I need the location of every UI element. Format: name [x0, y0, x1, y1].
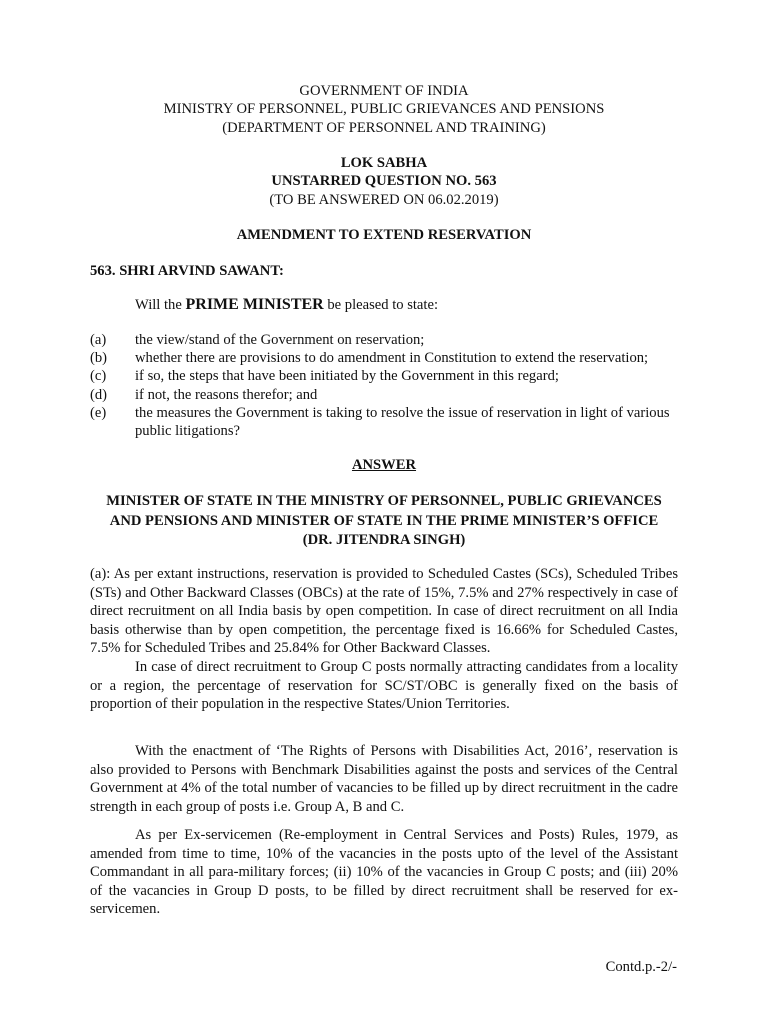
question-text: the measures the Government is taking to resolve the issue of reservation in light of various public litigations?	[135, 404, 670, 440]
intro-suffix: be pleased to state:	[323, 297, 438, 313]
intro-prime-minister: PRIME MINISTER	[185, 296, 324, 313]
question-marker: (a)	[90, 332, 107, 348]
question-item	[90, 349, 690, 367]
question-item	[90, 386, 690, 404]
answer-date: (TO BE ANSWERED ON 06.02.2019)	[269, 191, 499, 208]
minister-block	[0, 492, 768, 551]
question-number: UNSTARRED QUESTION NO. 563	[271, 173, 497, 190]
answer-paragraph: With the enactment of ‘The Rights of Persons with Disabilities Act, 2016’, reservation is also provided to Persons with Benchmark Disabilities against the posts and services of the Central Government at 4% of the total number of vacancies to be filled up by direct recruitment in the cadre strength in each group of posts i.e. Group A, B and C.	[90, 743, 678, 815]
minister-title-line1: MINISTER OF STATE IN THE MINISTRY OF PERSONNEL, PUBLIC GRIEVANCES	[106, 493, 662, 509]
question-intro	[135, 296, 438, 314]
question-item	[90, 404, 690, 440]
question-marker: (e)	[90, 404, 107, 421]
header-department: (DEPARTMENT OF PERSONNEL AND TRAINING)	[222, 119, 546, 136]
answer-paragraph: In case of direct recruitment to Group C posts normally attracting candidates from a locality or a region, the percentage of reservation for SC/ST/OBC is generally fixed on the basis of proportion of their population in the respective States/Union Territories.	[90, 659, 678, 713]
question-list	[90, 331, 690, 440]
answer-paragraph: (a): As per extant instructions, reservation is provided to Scheduled Castes (SCs), Scheduled Tribes (STs) and Other Backward Classes (OBCs) at the rate of 15%, 7.5% and 27% respectively in case of direct recruitment on all India basis by open competition. In case of direct recruitment on all India basis otherwise than by open competition, the percentage fixed is 16.66% for Scheduled Castes, 7.5% for Scheduled Tribes and 25.84% for Other Backward Classes.	[90, 566, 678, 657]
question-marker: (c)	[90, 368, 107, 385]
question-text: if not, the reasons therefor; and	[135, 386, 318, 403]
document-header	[0, 82, 768, 137]
minister-name: (DR. JITENDRA SINGH)	[302, 532, 466, 548]
question-text: the view/stand of the Government on reservation;	[135, 332, 425, 348]
minister-title-line2: AND PENSIONS AND MINISTER OF STATE IN THE PRIME MINISTER’S OFFICE	[109, 512, 659, 529]
question-item	[90, 331, 690, 349]
intro-prefix: Will the	[135, 297, 186, 313]
subject-heading: AMENDMENT TO EXTEND RESERVATION	[236, 227, 532, 243]
member-name: 563. SHRI ARVIND SAWANT:	[90, 263, 284, 279]
answer-heading: ANSWER	[351, 457, 417, 473]
question-marker: (b)	[90, 350, 108, 367]
continued-note: Contd.p.-2/-	[605, 959, 677, 975]
question-text: whether there are provisions to do amendment in Constitution to extend the reservation;	[135, 350, 649, 367]
header-ministry: MINISTRY OF PERSONNEL, PUBLIC GRIEVANCES AND PENSIONS	[163, 101, 605, 118]
answer-paragraph: As per Ex-servicemen (Re-employment in Central Services and Posts) Rules, 1979, as amended from time to time, 10% of the vacancies in the posts upto of the level of the Assistant Commandant in all para-military forces; (ii) 10% of the vacancies in Group C posts; and (iii) 20% of the vacancies in Group D posts, to be filled by direct recruitment shall be reserved for ex-servicemen.	[90, 827, 678, 918]
house-name: LOK SABHA	[340, 155, 428, 171]
question-marker: (d)	[90, 386, 108, 403]
question-info	[0, 154, 768, 209]
question-item	[90, 367, 690, 385]
header-government: GOVERNMENT OF INDIA	[299, 83, 469, 99]
question-text: if so, the steps that have been initiated by the Government in this regard;	[135, 368, 559, 385]
